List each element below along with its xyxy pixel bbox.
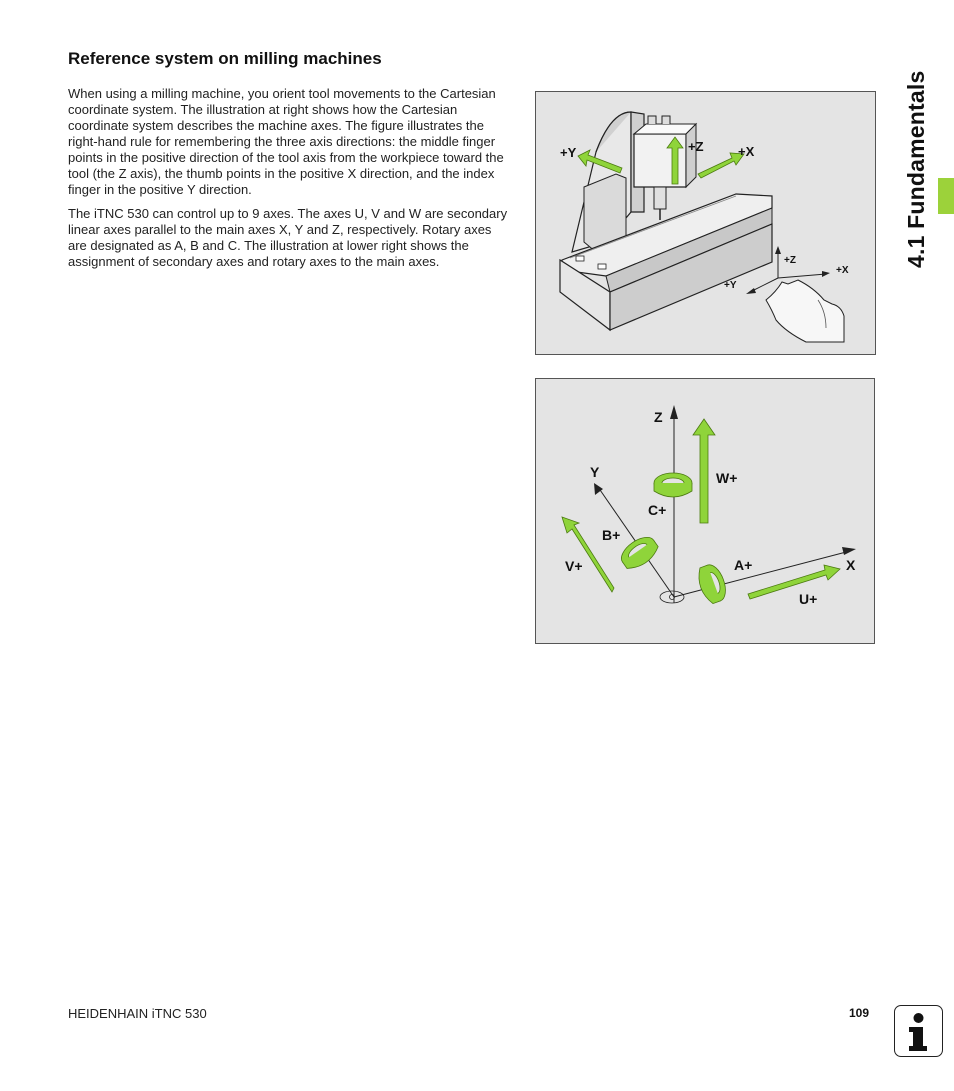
axis-label-y: Y <box>590 464 600 480</box>
axis-label-c: C+ <box>648 502 667 518</box>
axis-label-u: U+ <box>799 591 818 607</box>
axis-label-b: B+ <box>602 527 621 543</box>
chapter-tab-marker <box>938 178 954 214</box>
label-plus-x: +X <box>738 144 755 159</box>
axis-label-x: X <box>846 557 856 573</box>
body-text <box>68 86 510 278</box>
info-glyph <box>895 1006 942 1056</box>
axis-label-a: A+ <box>734 557 753 573</box>
axis-label-v: V+ <box>565 558 583 574</box>
label-plus-z: +Z <box>688 139 704 154</box>
chapter-side-title-text: 4.1 Fundamentals <box>903 70 929 268</box>
label-plus-y: +Y <box>560 145 577 160</box>
info-icon[interactable] <box>894 1005 943 1057</box>
chapter-side-title <box>903 69 930 270</box>
secondary-rotary-axes-figure <box>535 378 875 644</box>
footer-product: HEIDENHAIN iTNC 530 <box>68 1006 207 1021</box>
hand-label-z: +Z <box>784 255 796 266</box>
hand-label-x: +X <box>836 265 849 276</box>
axis-label-z: Z <box>654 409 663 425</box>
machine-illustration <box>536 92 875 354</box>
hand-label-y: +Y <box>724 280 737 291</box>
machine-axes-figure <box>535 91 876 355</box>
paragraph-axes: The iTNC 530 can control up to 9 axes. The axes U, V and W are secondary linear axes parallel to the main axes X, Y and Z, respectively. Rotary axes are designated as A, B and C. The illustration at lower right shows the assignment of secondary axes and rotary axes to the main axes. <box>68 206 508 269</box>
section-heading: Reference system on milling machines <box>68 49 382 68</box>
axis-label-w: W+ <box>716 470 738 486</box>
page-number: 109 <box>849 1006 870 1020</box>
axes-diagram <box>536 379 874 643</box>
paragraph-intro: When using a milling machine, you orient tool movements to the Cartesian coordinate system. The illustration at right shows how the Cartesian coordinate system describes the machine axes. The figure illustrates the right-hand rule for remembering the three axis directions: the middle finger points in the positive direction of the tool axis from the workpiece toward the tool (the Z axis), the thumb points in the positive X direction, and the index finger in the positive Y direction. <box>68 86 504 197</box>
